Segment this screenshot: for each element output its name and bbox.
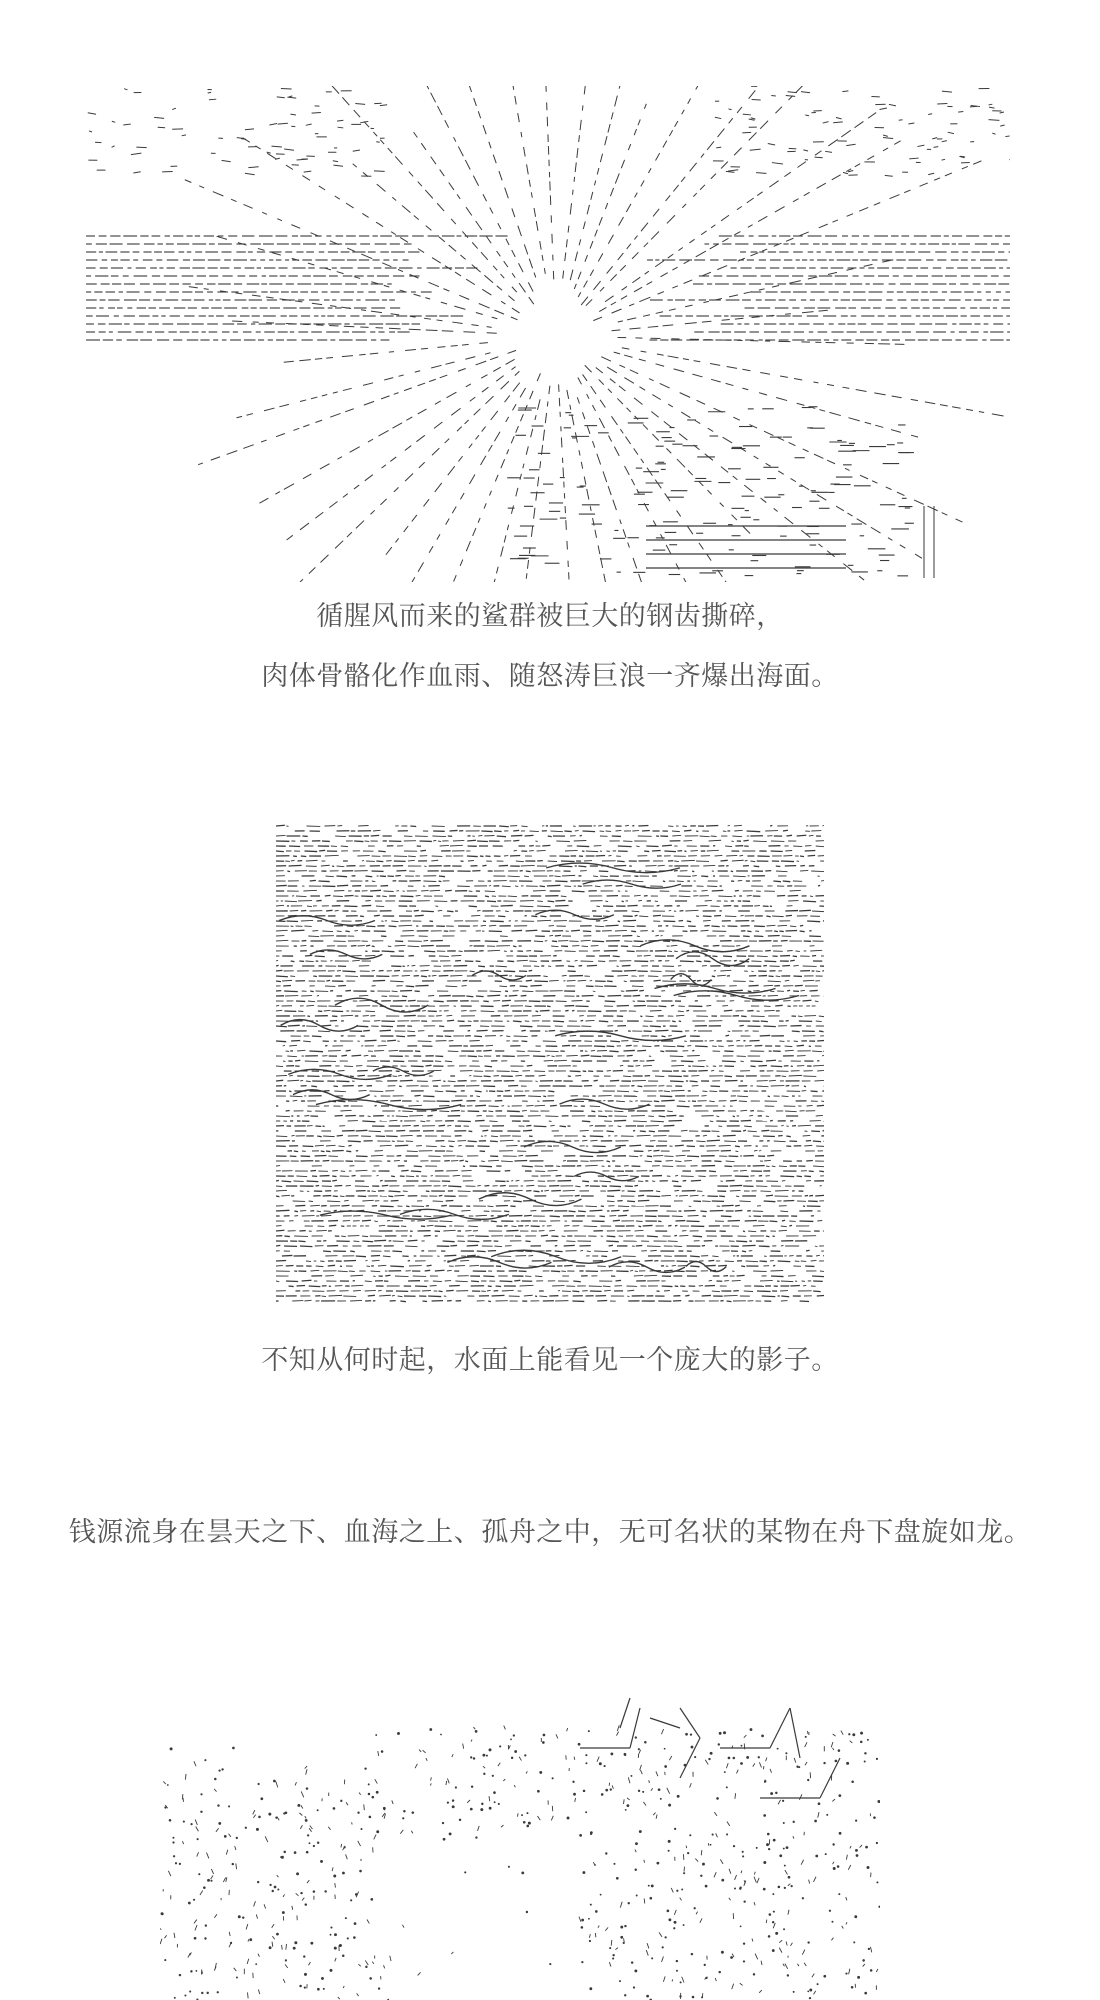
ascii-art-shark-burst — [86, 86, 1010, 582]
caption-line-4: 钱源流身在昙天之下、血海之上、孤舟之中，无可名状的某物在舟下盘旋如龙。 — [68, 1517, 1032, 1548]
ascii-art-water-shadow-drawing — [276, 822, 824, 1312]
ascii-art-water-shadow — [276, 822, 824, 1312]
caption-line-3: 不知从何时起，水面上能看见一个庞大的影子。 — [261, 1345, 839, 1376]
caption-line-1: 循腥风而来的鲨群被巨大的钢齿撕碎， — [316, 601, 784, 632]
ascii-art-spray-drawing — [160, 1688, 880, 2000]
caption-line-2: 肉体骨骼化作血雨、随怒涛巨浪一齐爆出海面。 — [261, 661, 839, 692]
ascii-art-shark-burst-drawing — [86, 86, 1010, 582]
ascii-art-spray — [160, 1688, 880, 2000]
